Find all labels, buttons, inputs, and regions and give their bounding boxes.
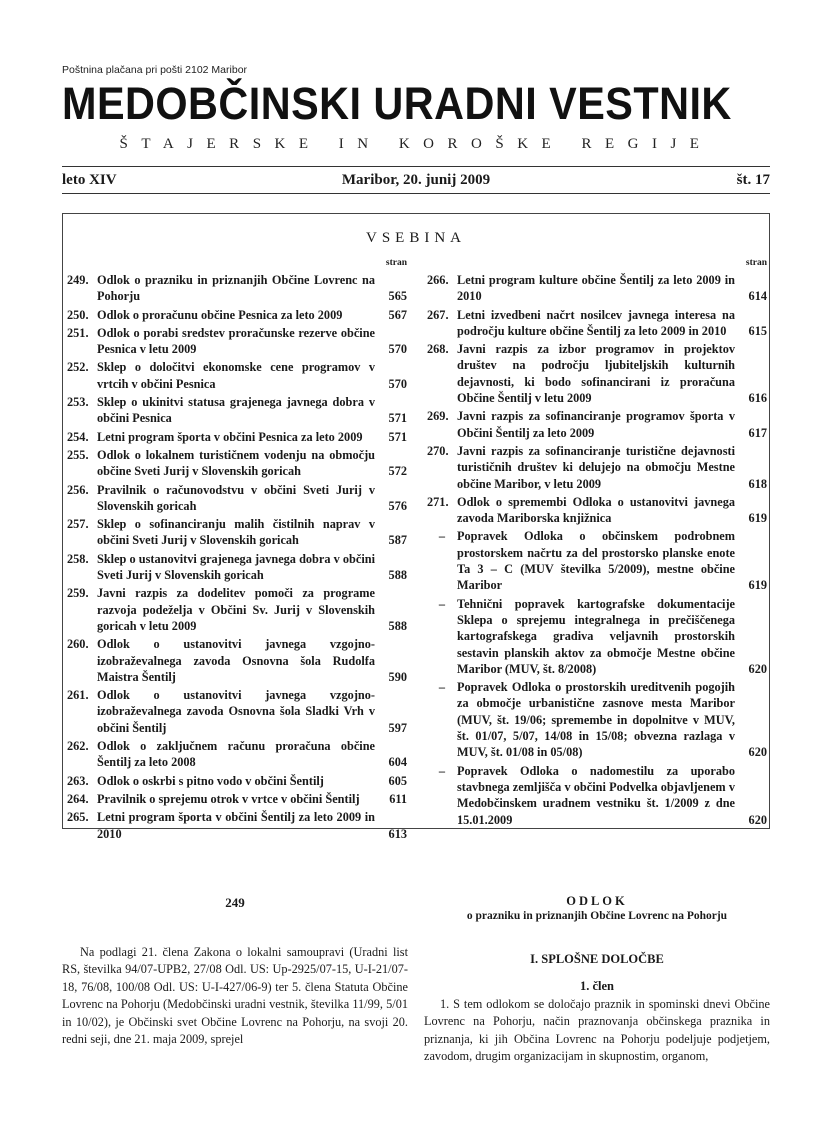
toc-item-title: Popravek Odloka o občinskem podrobnem prostorskem načrtu za del prostorsko planske enote Ta 3 – C (MUV številka 5/2009), mestne občine Maribor [457,529,735,593]
toc-item-page: 565 [388,289,407,304]
toc-item-number: 267. [427,307,449,322]
toc-item[interactable] [67,791,409,807]
table-of-contents [62,213,770,841]
toc-item[interactable] [67,551,409,584]
toc-item-page: 613 [388,826,407,841]
toc-item-number: 252. [67,360,89,375]
toc-item-page: 620 [748,661,767,676]
toc-item-number: – [438,763,446,778]
decree-subtitle: o prazniku in priznanjih Občine Lovrenc na Pohorju [466,910,728,922]
toc-item-title: Javni razpis za izbor programov in projektov društev na področju ljubiteljskih kulturnih dejavnosti, ki bodo sofinancirani iz proračuna Občine Šentilj v letu 2009 [457,342,735,406]
toc-item-page: 620 [748,812,767,827]
toc-item[interactable] [67,482,409,515]
article-preamble: Na podlagi 21. člena Zakona o lokalni samoupravi (Uradni list RS, številka 94/07-UPB2, 27/08 Odl. US: Up-2925/07-15, U-I-21/07-18, 76/08, 100/08 Odl. US: U-I-427/06-9) ter 5. člena Statuta Občine Lovrenc na Pohorju (Medobčinski uradni vestnik, številka 11/99, 5/01 in 10/02), je Občinski svet Občine Lovrenc na Pohorju, na svoji 20. redni seji, dne 21. maja 2009, sprejel [62,945,408,1047]
toc-item-title: Javni razpis za dodelitev pomoči za programe razvoja podeželja v Občini Sv. Jurij v Slovenskih goricah v letu 2009 [97,586,375,633]
toc-item-title: Sklep o sofinanciranju malih čistilnih naprav v občini Sveti Jurij v Slovenskih goricah [97,517,375,548]
toc-item-title: Javni razpis za sofinanciranje turistične dejavnosti turističnih društev ki delujejo na območju Mestne občine Maribor, v letu 2009 [457,443,735,491]
toc-item-number: – [438,680,446,695]
masthead-title: MEDOBČINSKI URADNI VESTNIK [62,78,732,129]
toc-item-number: 260. [67,637,89,652]
toc-item[interactable] [67,272,409,305]
toc-item[interactable] [427,679,769,760]
toc-item-title: Letni izvedbeni načrt nosilcev javnega interesa na področju kulture občine Šentilj za leto 2009 in 2010 [457,307,735,338]
toc-column-left [67,258,409,844]
toc-item-page: 590 [388,669,407,684]
toc-item[interactable] [67,359,409,392]
toc-item-number: 261. [67,688,89,703]
postage-note: Poštnina plačana pri pošti 2102 Maribor [62,64,248,76]
top-rule [62,166,770,167]
page-column-label: stran [745,258,767,268]
toc-item-page: 604 [388,755,407,770]
toc-item[interactable] [67,516,409,549]
toc-item-title: Odlok o oskrbi s pitno vodo v občini Šentilj [97,773,324,788]
toc-item-page: 587 [388,533,407,548]
toc-item-title: Odlok o ustanovitvi javnega vzgojno-izobraževalnega zavoda Osnovna šola Rudolfa Maistra Šentilj [97,637,375,684]
toc-item-page: 567 [388,307,407,322]
toc-item-number: – [438,596,446,611]
toc-heading: VSEBINA [365,230,466,246]
toc-item-page: 570 [388,342,407,357]
toc-item-number: 249. [67,273,89,287]
toc-item-page: 588 [388,618,407,633]
toc-item-page: 572 [388,464,407,479]
toc-item-title: Popravek Odloka o prostorskih ureditvenih pogojih za območje urbanistične zasnove mesta Maribor (MUV, št. 19/06; spremembe in dopolnitve v MUV, št. 01/07, 5/07, 14/08 in 15/08; obvezna razlaga v MUV, št. 01/08 in 05/08) [457,680,735,760]
toc-item[interactable] [67,585,409,634]
toc-item-page: 605 [388,773,407,788]
toc-item[interactable] [67,307,409,323]
decree-title: ODLOK [566,894,628,908]
toc-item-number: – [438,529,446,544]
toc-item-number: 255. [67,447,89,462]
toc-item[interactable] [67,394,409,427]
toc-item[interactable] [427,272,769,305]
toc-item-number: 262. [67,739,89,754]
toc-item-number: 264. [67,791,89,806]
toc-item-title: Pravilnik o računovodstvu v občini Sveti Jurij v Slovenskih goricah [97,482,375,513]
section-heading: I. SPLOŠNE DOLOČBE [530,952,664,966]
toc-item-title: Odlok o proračunu občine Pesnica za leto 2009 [97,307,343,322]
toc-item-title: Odlok o prazniku in priznanjih Občine Lovrenc na Pohorju [97,273,375,304]
toc-item-page: 571 [388,429,407,444]
toc-item-number: 259. [67,586,89,601]
masthead-subtitle: ŠTAJERSKE IN KOROŠKE REGIJE [119,136,713,152]
toc-item-page: 576 [388,498,407,513]
toc-item-page: 588 [388,568,407,583]
toc-item-title: Odlok o zaključnem računu proračuna občine Šentilj za leto 2008 [97,739,375,770]
issue-number: št. 17 [736,172,770,188]
toc-item-page: 597 [388,720,407,735]
toc-item-number: 257. [67,517,89,532]
toc-item[interactable] [67,429,409,445]
toc-item[interactable] [427,341,769,406]
toc-item[interactable] [67,773,409,789]
toc-item-title: Letni program kulture občine Šentilj za leto 2009 in 2010 [457,273,735,304]
toc-item[interactable] [427,408,769,441]
toc-item-title: Odlok o porabi sredstev proračunske rezerve občine Pesnica v letu 2009 [97,325,375,357]
toc-item-title: Odlok o lokalnem turističnem vodenju na območju občine Sveti Jurij v Slovenskih goricah [97,447,375,479]
toc-item-page: 620 [748,745,767,760]
toc-item[interactable] [427,528,769,593]
toc-item-number: 251. [67,325,89,340]
article-clause-heading: 1. člen [579,979,615,993]
toc-item-title: Pravilnik o sprejemu otrok v vrtce v občini Šentilj [97,791,360,806]
toc-item-page: 618 [748,476,767,491]
toc-item-page: 616 [748,391,767,406]
toc-item-number: 270. [427,443,449,458]
article-number: 249 [225,895,245,910]
toc-item-number: 254. [67,429,89,444]
toc-item-title: Sklep o ustanovitvi grajenega javnega dobra v občini Sveti Jurij v Slovenskih goricah [97,551,375,583]
toc-item-title: Javni razpis za sofinanciranje programov športa v Občini Šentilj za leto 2009 [457,409,735,440]
toc-item[interactable] [67,687,409,736]
toc-item-number: 265. [67,810,89,825]
toc-item-number: 256. [67,482,89,497]
toc-item-title: Letni program športa v občini Šentilj za leto 2009 in 2010 [97,810,375,841]
issue-year: leto XIV [62,172,117,188]
toc-item[interactable] [67,636,409,685]
toc-item[interactable] [427,596,769,677]
toc-item[interactable] [427,763,769,828]
toc-item-title: Sklep o določitvi ekonomske cene programov v vrtcih v občini Pesnica [97,360,375,391]
toc-item[interactable] [427,494,769,527]
toc-item-title: Odlok o ustanovitvi javnega vzgojno-izobraževalnega zavoda Osnovna šola Sladki Vrh v občini Šentilj [97,688,375,735]
toc-item-number: 253. [67,395,89,410]
toc-item-page: 619 [748,578,767,593]
issue-date: Maribor, 20. junij 2009 [341,172,491,188]
toc-item-number: 258. [67,551,89,566]
toc-item[interactable] [67,325,409,358]
toc-item-page: 614 [748,289,767,304]
toc-column-right [427,258,769,830]
page-column-label: stran [385,258,407,268]
toc-item-title: Popravek Odloka o nadomestilu za uporabo stavbnega zemljišča v občini Podvelka objavljenem v Medobčinskem uradnem vestniku št. 1/2009 z dne 15.01.2009 [457,763,735,827]
toc-item-title: Odlok o spremembi Odloka o ustanovitvi javnega zavoda Mariborska knjižnica [457,494,735,526]
toc-item[interactable] [67,738,409,771]
toc-item-number: 268. [427,342,449,357]
toc-item-page: 570 [388,376,407,391]
toc-item-page: 571 [388,411,407,426]
article-clause-text: 1. S tem odlokom se določajo praznik in spominski dnevi Občine Lovrenc na Pohorju, način praznovanja občinskega praznika in priznanja, ki jih Občina Lovrenc na Pohorju podeljuje podjetjem, zavodom, drugim organizacijam in skupnostim, organom, [424,997,770,1064]
toc-item-title: Letni program športa v občini Pesnica za leto 2009 [97,429,363,444]
toc-item-title: Tehnični popravek kartografske dokumentacije Sklepa o sprejemu integralnega in prečiščenega kartografskega gradiva veljavnih prostorskih sestavin planskih aktov za območje Mestne občine Maribor (MUV, št. 8/2008) [457,596,735,676]
bottom-rule [62,193,770,194]
toc-item-number: 266. [427,273,449,287]
toc-item[interactable] [67,809,409,842]
toc-item-number: 250. [67,307,89,322]
toc-item-number: 271. [427,494,449,509]
toc-item-title: Sklep o ukinitvi statusa grajenega javnega dobra v občini Pesnica [97,395,375,426]
toc-item[interactable] [67,447,409,480]
toc-item[interactable] [427,443,769,492]
toc-item-page: 619 [748,511,767,526]
toc-item-page: 611 [389,791,407,806]
toc-item-number: 263. [67,773,89,788]
toc-item-page: 615 [748,323,767,338]
issue-line [62,172,770,190]
toc-item-page: 617 [748,425,767,440]
toc-item[interactable] [427,307,769,340]
toc-item-number: 269. [427,409,449,424]
